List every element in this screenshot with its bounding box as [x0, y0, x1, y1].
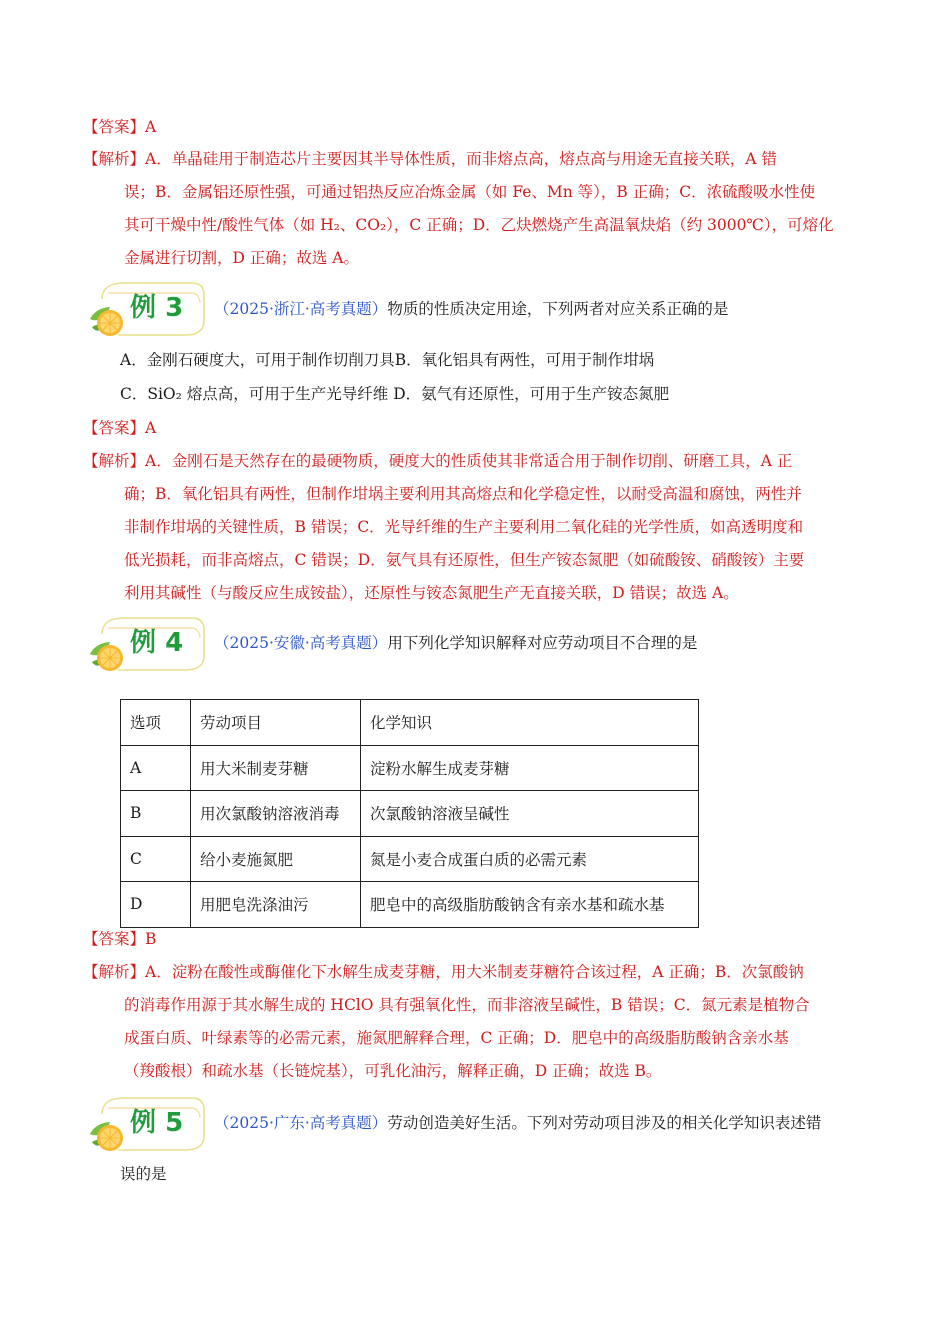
answer-label: 【答案】: [83, 930, 146, 948]
analysis-3: [83, 445, 868, 610]
question-text: 劳动创造美好生活。下列对劳动项目涉及的相关化学知识表述错: [387, 1114, 822, 1132]
question-text: 物质的性质决定用途，下列两者对应关系正确的是: [387, 300, 729, 318]
table-header-row: [121, 700, 699, 746]
example-badge-label: 例 4: [130, 628, 184, 658]
question-source: （2025·安徽·高考真题）: [214, 634, 388, 652]
question-3: [214, 293, 728, 326]
analysis-line: 其可干燥中性/酸性气体（如 H₂、CO₂），C 正确；D．乙炔燃烧产生高温氧炔焰（约 3000℃），可熔化: [124, 216, 834, 234]
analysis-1: [83, 143, 868, 275]
table-row: [121, 882, 699, 928]
answer-value: B: [145, 930, 157, 948]
analysis-line: A．金刚石是天然存在的最硬物质，硬度大的性质使其非常适合用于制作切削、研磨工具，A 正: [145, 452, 793, 470]
analysis-label: 【解析】: [83, 452, 146, 470]
option-line-2: C．SiO₂ 熔点高，可用于生产光导纤维 D．氨气有还原性，可用于生产铵态氮肥: [120, 385, 670, 403]
answer-label: 【答案】: [83, 118, 146, 136]
table-row: [121, 745, 699, 791]
table-cell: A: [121, 745, 191, 791]
analysis-line: 误；B．金属铝还原性强，可通过铝热反应冶炼金属（如 Fe、Mn 等），B 正确；C．浓硫酸吸水性使: [124, 183, 816, 201]
example-badge: [88, 277, 206, 339]
knowledge-table: [120, 699, 699, 928]
analysis-4: [83, 956, 868, 1088]
analysis-line: 确；B．氧化铝具有两性，但制作坩埚主要利用其高熔点和化学稳定性，以耐受高温和腐蚀，两性并: [124, 485, 802, 503]
analysis-line: 利用其碱性（与酸反应生成铵盐），还原性与铵态氮肥生产无直接关联，D 错误；故选 A。: [124, 584, 739, 602]
analysis-line: （羧酸根）和疏水基（长链烷基），可乳化油污，解释正确，D 正确；故选 B。: [124, 1062, 662, 1080]
analysis-line: 非制作坩埚的关键性质，B 错误；C．光导纤维的生产主要利用二氧化硅的光学性质，如高透明度和: [124, 518, 804, 536]
table-cell: C: [121, 836, 191, 882]
example-badge: [88, 612, 206, 674]
table-header-cell: 选项: [121, 700, 191, 746]
table-cell: 用大米制麦芽糖: [191, 745, 361, 791]
question-source: （2025·浙江·高考真题）: [214, 300, 388, 318]
example-badge-label: 例 5: [130, 1108, 184, 1138]
question-5: [214, 1107, 821, 1140]
table-cell: 次氯酸钠溶液呈碱性: [361, 791, 699, 837]
analysis-line: A．单晶硅用于制造芯片主要因其半导体性质，而非熔点高，熔点高与用途无直接关联，A 错: [145, 150, 777, 168]
table-row: [121, 836, 699, 882]
analysis-line: 成蛋白质、叶绿素等的必需元素，施氮肥解释合理，C 正确；D．肥皂中的高级脂肪酸钠含亲水基: [124, 1029, 789, 1047]
answer-line-4: [83, 923, 156, 956]
answer-line-1: [83, 111, 156, 144]
question-4: [214, 627, 697, 660]
question-source: （2025·广东·高考真题）: [214, 1114, 388, 1132]
table-cell: B: [121, 791, 191, 837]
analysis-label: 【解析】: [83, 963, 146, 981]
table-header-cell: 劳动项目: [191, 700, 361, 746]
table-cell: 用次氯酸钠溶液消毒: [191, 791, 361, 837]
analysis-label: 【解析】: [83, 150, 146, 168]
question-text-continued: 误的是: [120, 1165, 167, 1183]
answer-value: A: [145, 419, 157, 437]
table-cell: 给小麦施氮肥: [191, 836, 361, 882]
question-text: 用下列化学知识解释对应劳动项目不合理的是: [387, 634, 698, 652]
analysis-line: 金属进行切割，D 正确；故选 A。: [124, 249, 359, 267]
option-line-1: A．金刚石硬度大，可用于制作切削刀具B．氧化铝具有两性，可用于制作坩埚: [120, 351, 655, 369]
table-cell: 淀粉水解生成麦芽糖: [361, 745, 699, 791]
answer-label: 【答案】: [83, 419, 146, 437]
table-cell: 氮是小麦合成蛋白质的必需元素: [361, 836, 699, 882]
analysis-line: 低光损耗，而非高熔点，C 错误；D．氨气具有还原性，但生产铵态氮肥（如硫酸铵、硝酸铵）主要: [124, 551, 805, 569]
answer-line-3: [83, 412, 156, 445]
table-cell: 用肥皂洗涤油污: [191, 882, 361, 928]
table-cell: 肥皂中的高级脂肪酸钠含有亲水基和疏水基: [361, 882, 699, 928]
analysis-line: A．淀粉在酸性或酶催化下水解生成麦芽糖，用大米制麦芽糖符合该过程，A 正确；B．次氯酸钠: [145, 963, 804, 981]
example-badge: [88, 1092, 206, 1154]
example-badge-label: 例 3: [130, 293, 184, 323]
answer-value: A: [145, 118, 157, 136]
analysis-line: 的消毒作用源于其水解生成的 HClO 具有强氧化性，而非溶液呈碱性，B 错误；C．氮元素是植物合: [124, 996, 810, 1014]
table-cell: D: [121, 882, 191, 928]
table-header-cell: 化学知识: [361, 700, 699, 746]
table-row: [121, 791, 699, 837]
